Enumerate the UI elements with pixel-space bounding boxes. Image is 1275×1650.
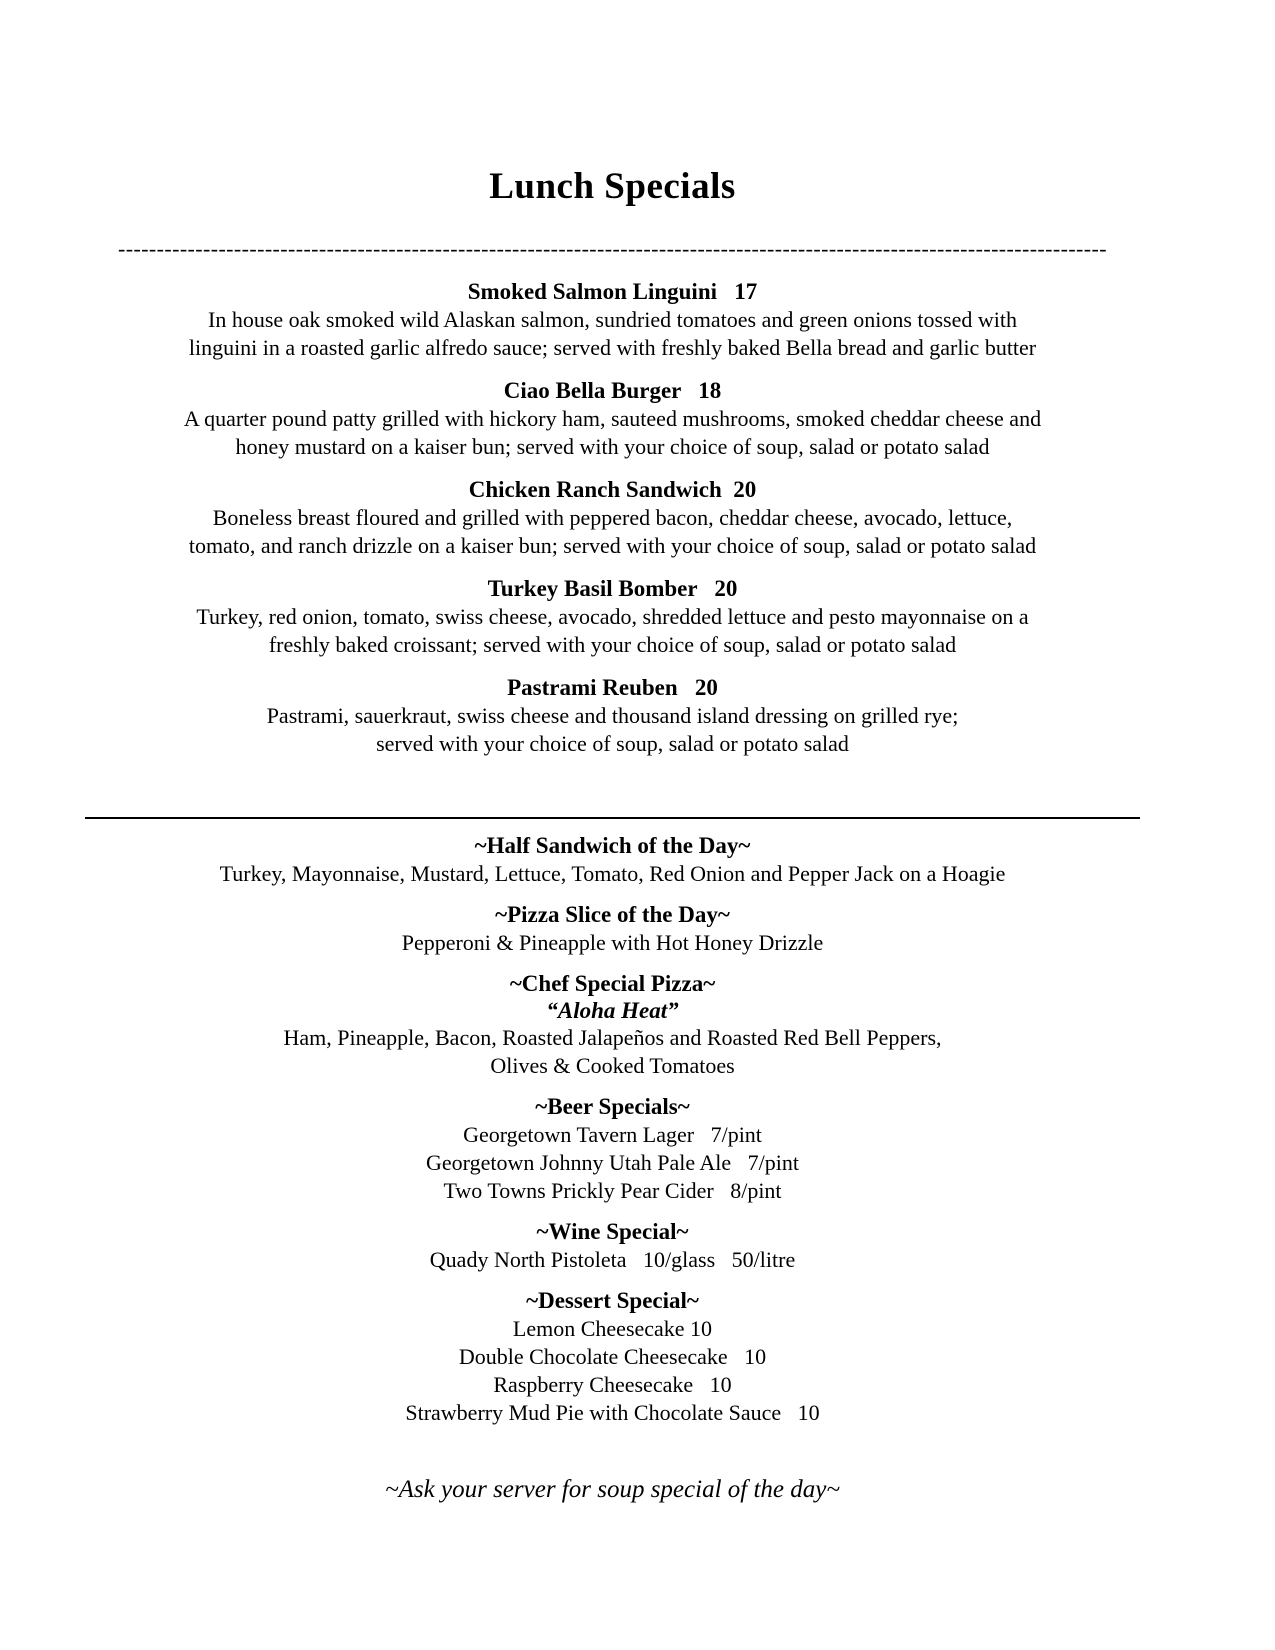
menu-item-heading: Turkey Basil Bomber 20 bbox=[487, 576, 738, 601]
special-heading: ~Pizza Slice of the Day~ bbox=[495, 902, 730, 927]
special-line: Strawberry Mud Pie with Chocolate Sauce 10 bbox=[405, 1400, 820, 1425]
menu-item-desc-line: honey mustard on a kaiser bun; served with your choice of soup, salad or potato salad bbox=[235, 434, 990, 459]
special-section bbox=[85, 970, 1140, 1080]
special-heading: ~Dessert Special~ bbox=[526, 1288, 699, 1313]
menu-item-desc-line: Pastrami, sauerkraut, swiss cheese and thousand island dressing on grilled rye; bbox=[266, 703, 959, 728]
special-section bbox=[85, 1093, 1140, 1205]
special-section bbox=[85, 832, 1140, 888]
special-line: Ham, Pineapple, Bacon, Roasted Jalapeños and Roasted Red Bell Peppers, bbox=[283, 1025, 942, 1050]
special-heading: ~Chef Special Pizza~ bbox=[509, 971, 716, 996]
section-divider-line bbox=[85, 817, 1140, 819]
special-section bbox=[85, 901, 1140, 957]
special-heading: ~Beer Specials~ bbox=[535, 1094, 690, 1119]
menu-item bbox=[85, 377, 1140, 461]
menu-item-desc-line: served with your choice of soup, salad or potato salad bbox=[376, 731, 849, 756]
dashed-divider: -------------------------------------------------------------------------------------------------------------------------------- bbox=[118, 236, 1107, 261]
special-line: Pepperoni & Pineapple with Hot Honey Drizzle bbox=[401, 930, 824, 955]
menu-item-desc-line: Turkey, red onion, tomato, swiss cheese, avocado, shredded lettuce and pesto mayonnaise on a bbox=[196, 604, 1029, 629]
special-line: Olives & Cooked Tomatoes bbox=[490, 1053, 735, 1078]
special-line: Raspberry Cheesecake 10 bbox=[493, 1372, 732, 1397]
menu-item-heading: Pastrami Reuben 20 bbox=[507, 675, 718, 700]
special-line: Georgetown Tavern Lager 7/pint bbox=[463, 1122, 762, 1147]
menu-item-desc-line: freshly baked croissant; served with your choice of soup, salad or potato salad bbox=[268, 632, 957, 657]
menu-item-heading: Smoked Salmon Linguini 17 bbox=[467, 279, 758, 304]
special-line: Two Towns Prickly Pear Cider 8/pint bbox=[443, 1178, 782, 1203]
menu-item-desc-line: In house oak smoked wild Alaskan salmon, sundried tomatoes and green onions tossed with bbox=[208, 307, 1017, 332]
special-line: Lemon Cheesecake 10 bbox=[512, 1316, 713, 1341]
special-line: Double Chocolate Cheesecake 10 bbox=[458, 1344, 767, 1369]
special-section bbox=[85, 1287, 1140, 1427]
special-subtitle: “Aloha Heat” bbox=[546, 998, 679, 1023]
footer-note: ~Ask your server for soup special of the day~ bbox=[385, 1476, 840, 1503]
menu-item-desc-line: linguini in a roasted garlic alfredo sauce; served with freshly baked Bella bread and garlic butter bbox=[188, 335, 1037, 360]
special-line: Quady North Pistoleta 10/glass 50/litre bbox=[429, 1247, 796, 1272]
menu-title: Lunch Specials bbox=[489, 166, 736, 207]
menu-item bbox=[85, 575, 1140, 659]
menu-item-desc-line: A quarter pound patty grilled with hickory ham, sauteed mushrooms, smoked cheddar cheese and bbox=[183, 406, 1042, 431]
menu-item bbox=[85, 674, 1140, 758]
special-heading: ~Half Sandwich of the Day~ bbox=[474, 833, 751, 858]
special-section bbox=[85, 1218, 1140, 1274]
menu-item bbox=[85, 476, 1140, 560]
special-heading: ~Wine Special~ bbox=[536, 1219, 689, 1244]
menu-item-desc-line: Boneless breast floured and grilled with peppered bacon, cheddar cheese, avocado, lettuce, bbox=[212, 505, 1013, 530]
menu-item-heading: Ciao Bella Burger 18 bbox=[503, 378, 722, 403]
special-line: Turkey, Mayonnaise, Mustard, Lettuce, Tomato, Red Onion and Pepper Jack on a Hoagie bbox=[219, 861, 1006, 886]
menu-item-heading: Chicken Ranch Sandwich 20 bbox=[468, 477, 757, 502]
menu-item-desc-line: tomato, and ranch drizzle on a kaiser bun; served with your choice of soup, salad or potato salad bbox=[188, 533, 1037, 558]
special-line: Georgetown Johnny Utah Pale Ale 7/pint bbox=[426, 1150, 799, 1175]
menu-item bbox=[85, 278, 1140, 362]
